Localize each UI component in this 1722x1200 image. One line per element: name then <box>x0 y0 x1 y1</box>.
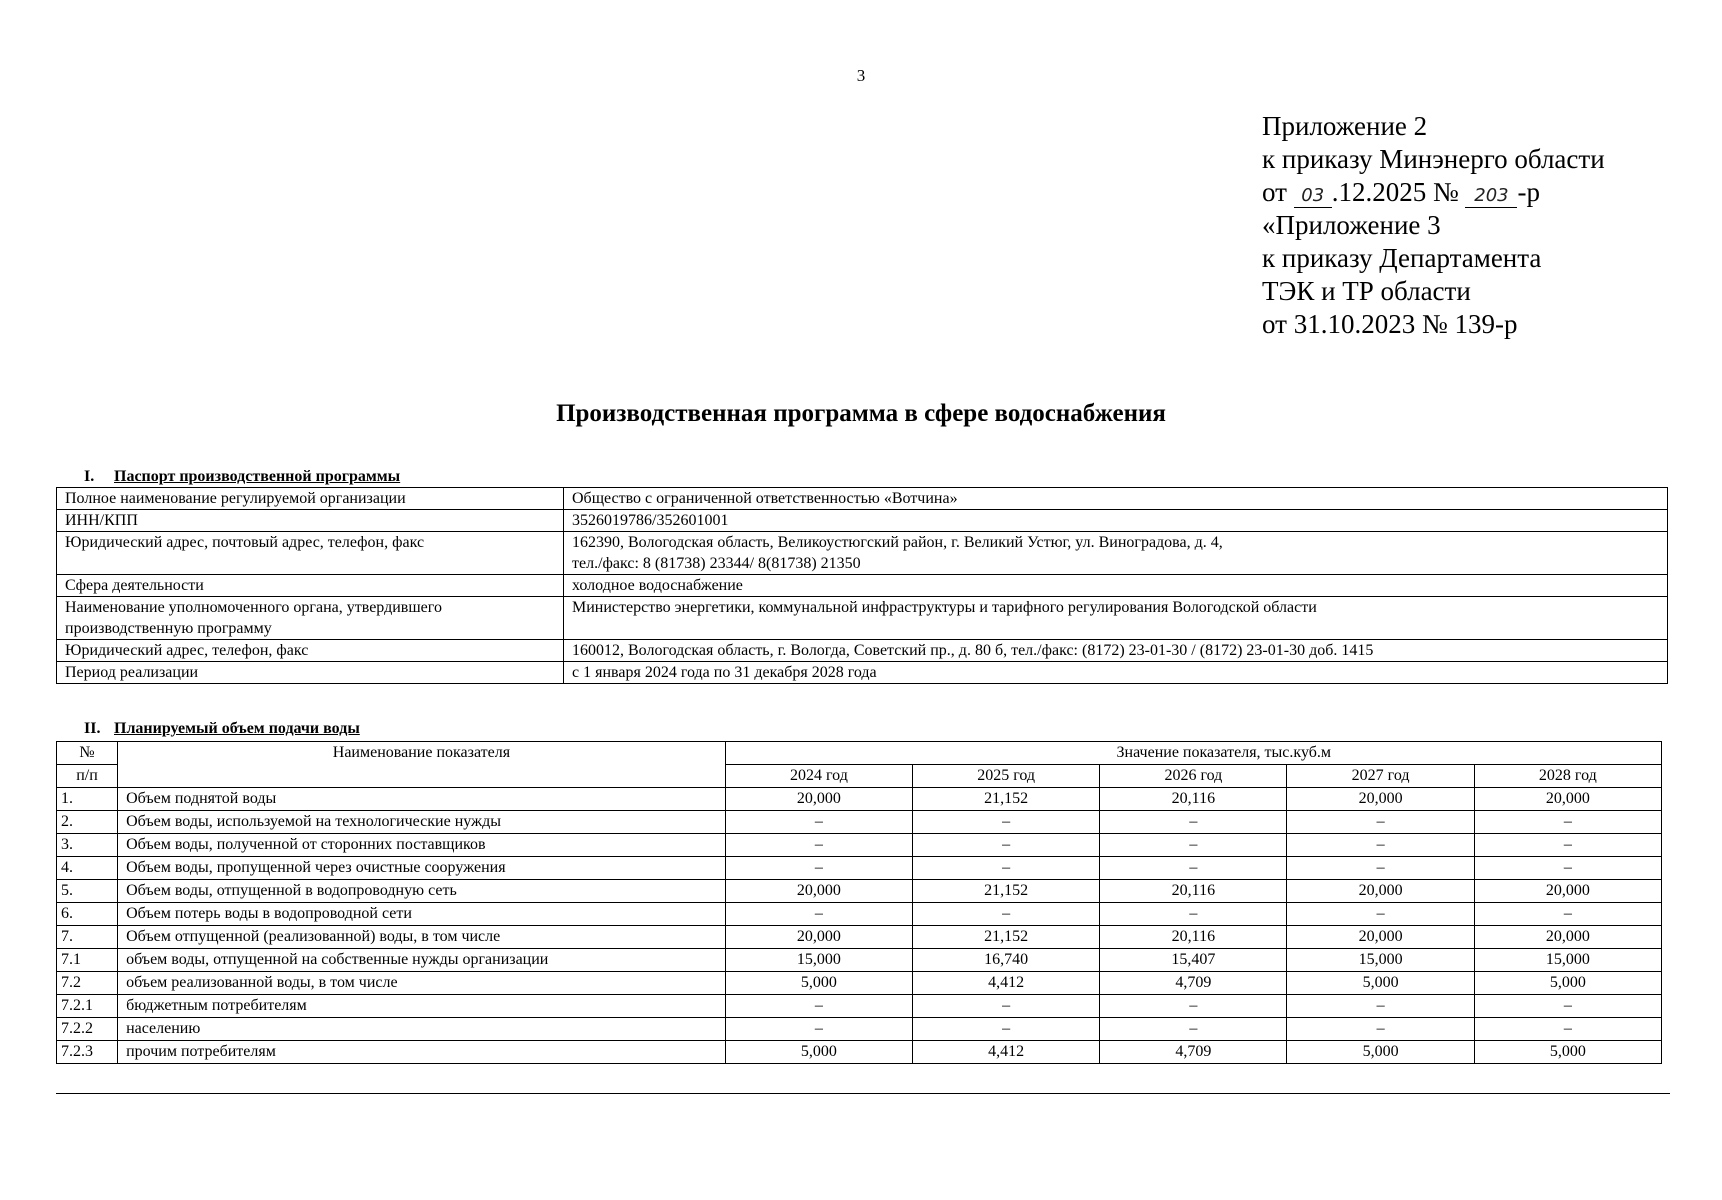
water-volume-table <box>56 741 1662 1064</box>
appendix-line-4: «Приложение 3 <box>1262 210 1441 240</box>
appendix-order-suffix: -р <box>1517 177 1540 207</box>
col-year-header: 2028 год <box>1474 765 1661 788</box>
indicator-value: – <box>1474 834 1661 857</box>
appendix-line-1: Приложение 2 <box>1262 111 1428 141</box>
passport-row <box>57 488 1668 510</box>
indicator-value: – <box>725 811 912 834</box>
row-number: 6. <box>57 903 118 926</box>
passport-value-text: Министерство энергетики, коммунальной инфраструктуры и тарифного регулирования Вологодской области <box>572 599 1317 616</box>
passport-label-text-2: производственную программу <box>65 620 272 637</box>
indicator-value: 15,000 <box>725 949 912 972</box>
indicator-value: – <box>725 1018 912 1041</box>
row-number: 5. <box>57 880 118 903</box>
passport-value <box>564 640 1668 662</box>
table-row <box>57 880 1662 903</box>
row-number: 3. <box>57 834 118 857</box>
indicator-value: – <box>1474 857 1661 880</box>
row-number: 2. <box>57 811 118 834</box>
indicator-value: 15,000 <box>1474 949 1661 972</box>
indicator-value: – <box>1287 995 1474 1018</box>
table-row <box>57 834 1662 857</box>
document-title: Производственная программа в сфере водоснабжения <box>556 400 1166 427</box>
passport-label-text: Сфера деятельности <box>65 577 204 594</box>
indicator-value: – <box>725 995 912 1018</box>
row-number: 7.2.2 <box>57 1018 118 1041</box>
indicator-value: 16,740 <box>913 949 1100 972</box>
table-row <box>57 1018 1662 1041</box>
table-header-row <box>57 742 1662 765</box>
passport-row <box>57 597 1668 640</box>
indicator-value: – <box>725 834 912 857</box>
indicator-name: Объем отпущенной (реализованной) воды, в том числе <box>118 926 726 949</box>
passport-row <box>57 532 1668 575</box>
indicator-value: – <box>913 1018 1100 1041</box>
indicator-name: населению <box>118 1018 726 1041</box>
section-1-roman: I. <box>84 468 95 485</box>
passport-value-text: 3526019786/352601001 <box>572 512 729 529</box>
appendix-line-2: к приказу Минэнерго области <box>1262 144 1605 174</box>
row-number: 7. <box>57 926 118 949</box>
indicator-value: – <box>1474 1018 1661 1041</box>
indicator-name: объем воды, отпущенной на собственные нужды организации <box>118 949 726 972</box>
passport-value-text: холодное водоснабжение <box>572 577 743 594</box>
appendix-line-3 <box>1262 176 1605 209</box>
indicator-value: 20,000 <box>1287 926 1474 949</box>
row-number: 4. <box>57 857 118 880</box>
indicator-value: 15,000 <box>1287 949 1474 972</box>
handwritten-order-number: 203 <box>1465 185 1517 208</box>
col-number-subheader: п/п <box>57 765 118 788</box>
table-row <box>57 926 1662 949</box>
indicator-value: – <box>913 834 1100 857</box>
section-2-title: Планируемый объем подачи воды <box>114 720 360 737</box>
indicator-value: – <box>1474 995 1661 1018</box>
col-year-header: 2024 год <box>725 765 912 788</box>
passport-label-text: Полное наименование регулируемой организации <box>65 490 406 507</box>
indicator-value: 20,000 <box>1474 788 1661 811</box>
indicator-name: Объем воды, полученной от сторонних поставщиков <box>118 834 726 857</box>
indicator-value: – <box>1100 903 1287 926</box>
col-year-header: 2027 год <box>1287 765 1474 788</box>
indicator-value: 20,000 <box>725 926 912 949</box>
table-row <box>57 857 1662 880</box>
passport-row <box>57 575 1668 597</box>
indicator-value: 20,116 <box>1100 926 1287 949</box>
indicator-value: 4,412 <box>913 1041 1100 1064</box>
indicator-value: – <box>1100 811 1287 834</box>
table-row <box>57 903 1662 926</box>
passport-value <box>564 575 1668 597</box>
indicator-value: – <box>1287 857 1474 880</box>
passport-label-text: Юридический адрес, почтовый адрес, телефон, факс <box>65 534 425 551</box>
appendix-block <box>1262 110 1605 341</box>
section-1-title: Паспорт производственной программы <box>114 468 401 485</box>
indicator-value: – <box>725 903 912 926</box>
indicator-name: прочим потребителям <box>118 1041 726 1064</box>
indicator-name: Объем потерь воды в водопроводной сети <box>118 903 726 926</box>
appendix-date-prefix: от <box>1262 177 1287 207</box>
row-number: 7.1 <box>57 949 118 972</box>
passport-label <box>57 510 564 532</box>
indicator-value: – <box>1287 811 1474 834</box>
indicator-value: 20,000 <box>1287 788 1474 811</box>
passport-table <box>56 487 1668 684</box>
table-row <box>57 949 1662 972</box>
indicator-value: 20,000 <box>1474 880 1661 903</box>
indicator-value: 5,000 <box>1474 972 1661 995</box>
row-number: 7.2.3 <box>57 1041 118 1064</box>
col-number-header: № <box>57 742 118 765</box>
row-number: 1. <box>57 788 118 811</box>
indicator-value: 20,000 <box>1287 880 1474 903</box>
indicator-value: – <box>1287 1018 1474 1041</box>
table-row <box>57 972 1662 995</box>
passport-row <box>57 510 1668 532</box>
passport-label-text: Наименование уполномоченного органа, утвердившего <box>65 599 442 616</box>
indicator-value: – <box>725 857 912 880</box>
page-number: 3 <box>856 66 866 85</box>
indicator-value: – <box>1287 903 1474 926</box>
passport-row <box>57 662 1668 684</box>
row-number: 7.2.1 <box>57 995 118 1018</box>
passport-value <box>564 662 1668 684</box>
handwritten-day: 03 <box>1294 185 1332 208</box>
passport-label <box>57 488 564 510</box>
indicator-value: – <box>1100 834 1287 857</box>
passport-value-text: с 1 января 2024 года по 31 декабря 2028 года <box>572 664 877 681</box>
indicator-value: – <box>913 857 1100 880</box>
passport-label <box>57 597 564 640</box>
col-values-group-header: Значение показателя, тыс.куб.м <box>725 742 1661 765</box>
col-name-header: Наименование показателя <box>118 742 726 788</box>
indicator-name: Объем воды, пропущенной через очистные сооружения <box>118 857 726 880</box>
indicator-value: 4,709 <box>1100 972 1287 995</box>
passport-value <box>564 488 1668 510</box>
passport-value <box>564 532 1668 575</box>
passport-label <box>57 575 564 597</box>
indicator-value: 5,000 <box>725 1041 912 1064</box>
section-1-heading <box>56 468 400 486</box>
indicator-value: – <box>1287 834 1474 857</box>
passport-value-text: 162390, Вологодская область, Великоустюгский район, г. Великий Устюг, ул. Виноградова, д. 4, <box>572 534 1223 551</box>
table-row <box>57 788 1662 811</box>
indicator-value: 20,000 <box>725 788 912 811</box>
indicator-value: 4,709 <box>1100 1041 1287 1064</box>
indicator-value: 5,000 <box>725 972 912 995</box>
table-row <box>57 811 1662 834</box>
indicator-value: 20,116 <box>1100 880 1287 903</box>
passport-label <box>57 640 564 662</box>
passport-label-text: Юридический адрес, телефон, факс <box>65 642 309 659</box>
indicator-value: 20,116 <box>1100 788 1287 811</box>
indicator-value: 5,000 <box>1287 1041 1474 1064</box>
appendix-date-mid: .12.2025 № <box>1331 177 1459 207</box>
indicator-value: 5,000 <box>1474 1041 1661 1064</box>
indicator-value: 20,000 <box>725 880 912 903</box>
passport-value <box>564 510 1668 532</box>
indicator-value: – <box>1100 1018 1287 1041</box>
bottom-divider <box>56 1093 1670 1094</box>
passport-label-text: ИНН/КПП <box>65 512 138 529</box>
passport-value-text: Общество с ограниченной ответственностью «Вотчина» <box>572 490 958 507</box>
indicator-value: 21,152 <box>913 788 1100 811</box>
passport-label <box>57 662 564 684</box>
passport-value <box>564 597 1668 640</box>
indicator-value: – <box>1100 857 1287 880</box>
indicator-value: – <box>913 903 1100 926</box>
appendix-line-6: ТЭК и ТР области <box>1262 276 1471 306</box>
passport-value-text-2: тел./факс: 8 (81738) 23344/ 8(81738) 21350 <box>572 555 861 572</box>
passport-row <box>57 640 1668 662</box>
indicator-value: 20,000 <box>1474 926 1661 949</box>
passport-label <box>57 532 564 575</box>
row-number: 7.2 <box>57 972 118 995</box>
indicator-name: объем реализованной воды, в том числе <box>118 972 726 995</box>
indicator-name: Объем поднятой воды <box>118 788 726 811</box>
table-row <box>57 995 1662 1018</box>
indicator-value: 21,152 <box>913 880 1100 903</box>
indicator-value: 21,152 <box>913 926 1100 949</box>
indicator-value: 5,000 <box>1287 972 1474 995</box>
indicator-value: – <box>1100 995 1287 1018</box>
indicator-value: 15,407 <box>1100 949 1287 972</box>
col-year-header: 2026 год <box>1100 765 1287 788</box>
indicator-value: – <box>1474 903 1661 926</box>
indicator-value: – <box>913 811 1100 834</box>
appendix-line-7: от 31.10.2023 № 139-р <box>1262 309 1518 339</box>
section-2-heading <box>56 720 360 738</box>
passport-label-text: Период реализации <box>65 664 199 681</box>
indicator-name: Объем воды, отпущенной в водопроводную сеть <box>118 880 726 903</box>
section-2-roman: II. <box>84 720 101 737</box>
indicator-value: – <box>913 995 1100 1018</box>
passport-value-text: 160012, Вологодская область, г. Вологда, Советский пр., д. 80 б, тел./факс: (8172) 23-01-30 / (8172) 23-01-30 доб. 1415 <box>572 642 1374 659</box>
indicator-name: бюджетным потребителям <box>118 995 726 1018</box>
indicator-value: 4,412 <box>913 972 1100 995</box>
table-row <box>57 1041 1662 1064</box>
indicator-name: Объем воды, используемой на технологические нужды <box>118 811 726 834</box>
indicator-value: – <box>1474 811 1661 834</box>
col-year-header: 2025 год <box>913 765 1100 788</box>
appendix-line-5: к приказу Департамента <box>1262 243 1542 273</box>
